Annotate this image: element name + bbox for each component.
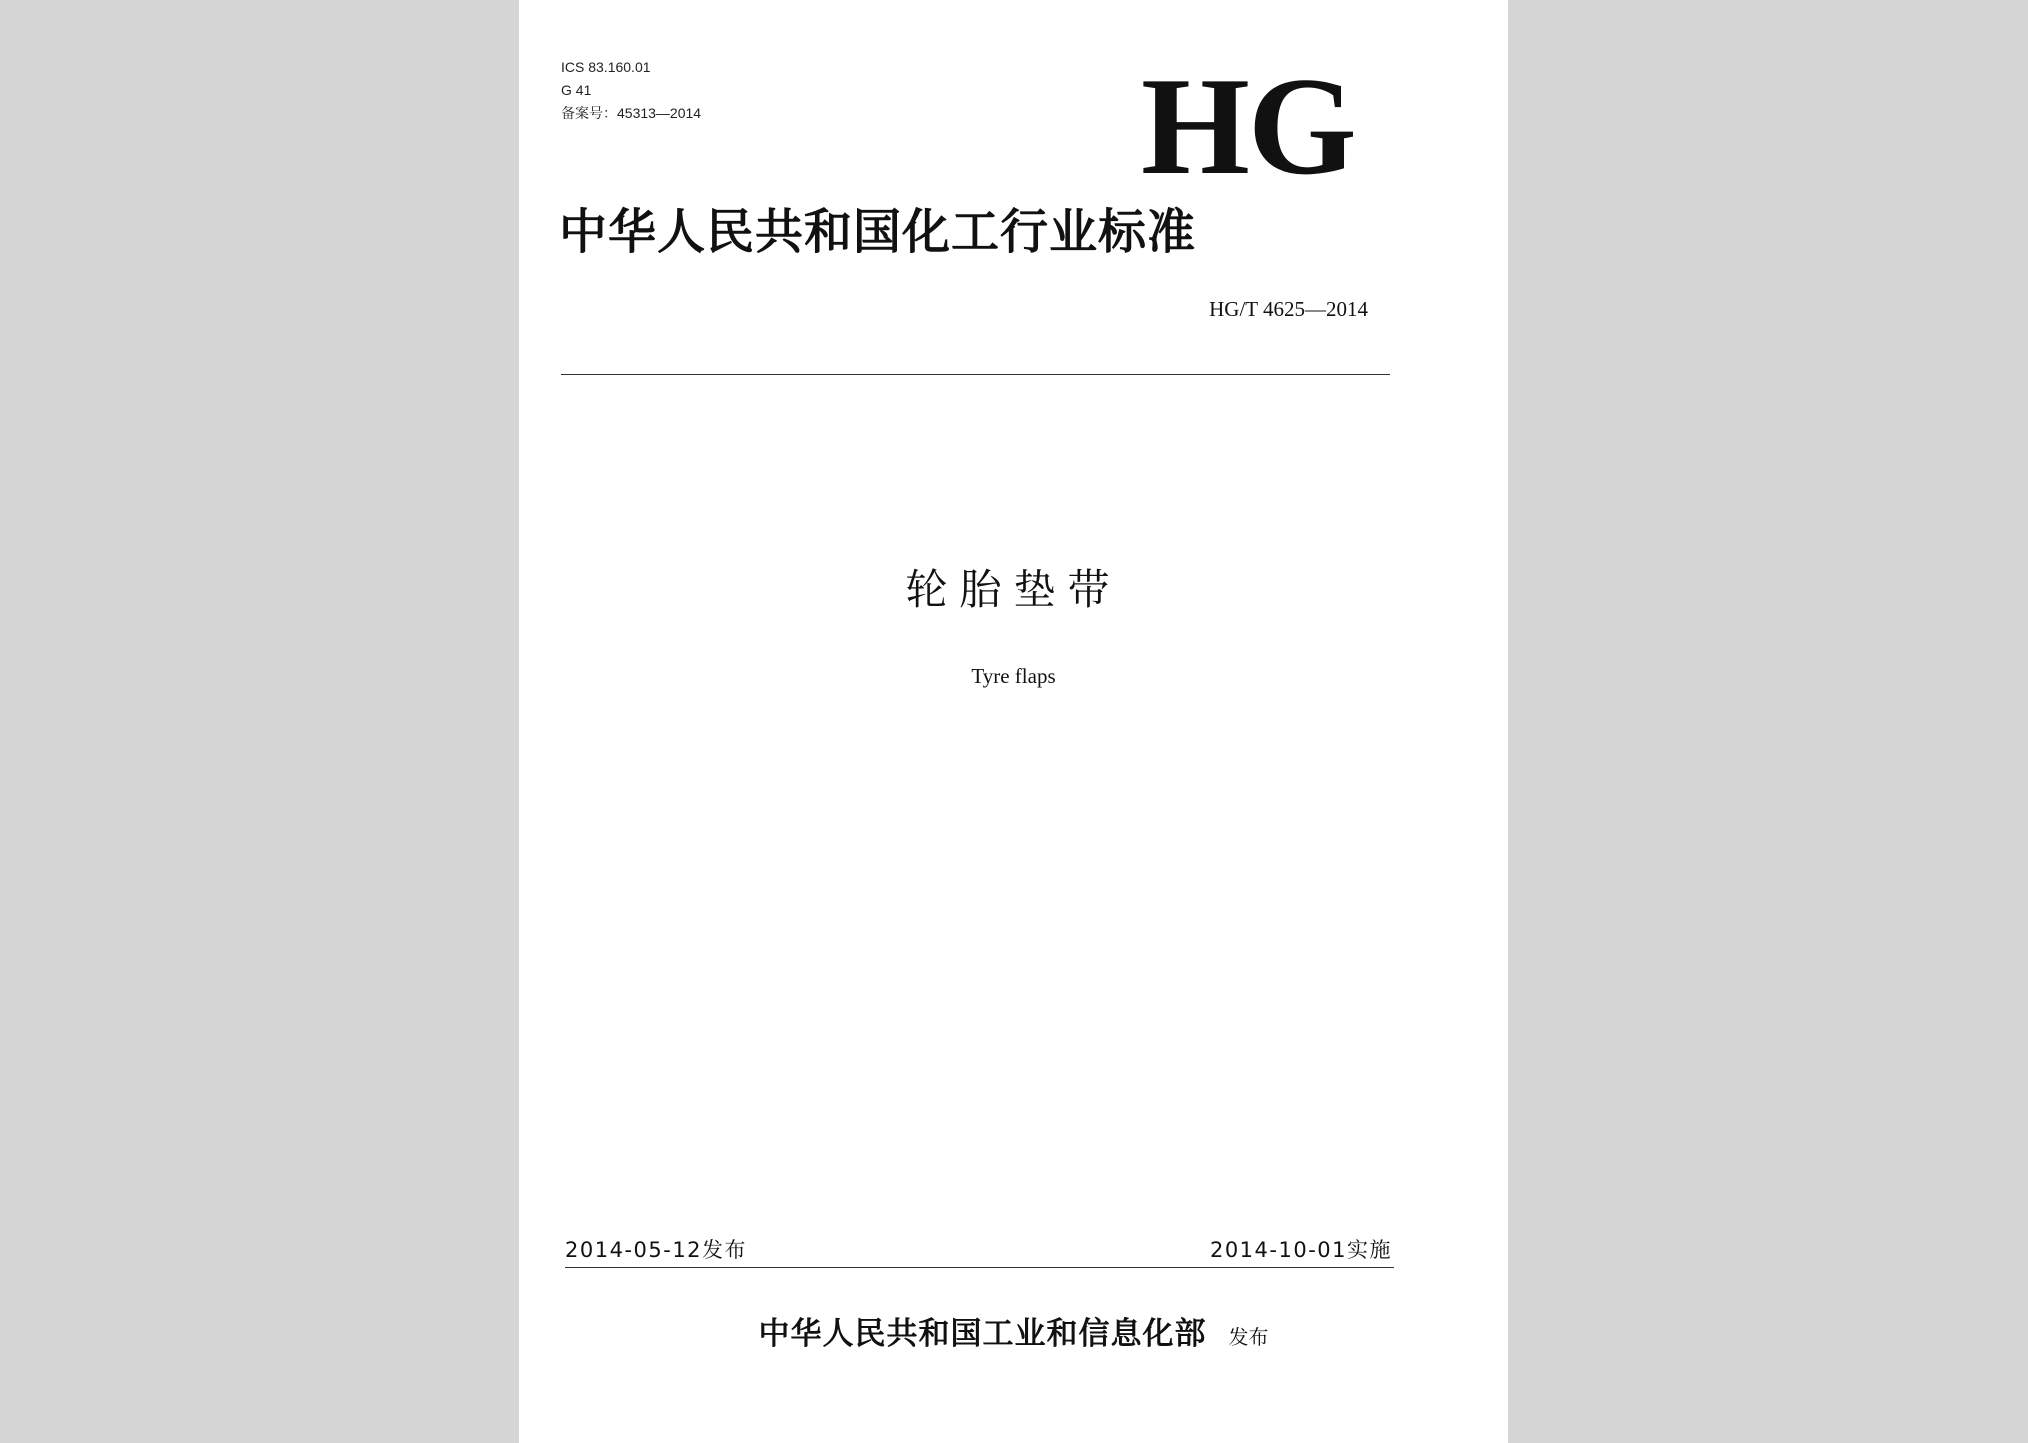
standard-category-title: 中华人民共和国化工行业标准 [559, 204, 1197, 260]
hg-logo: HG [1141, 49, 1355, 204]
classification-block [561, 56, 701, 125]
document-title-cn: 轮胎垫带 [905, 565, 1122, 614]
top-divider [561, 374, 1390, 375]
record-number: 备案号：45313—2014 [561, 105, 702, 121]
bottom-divider [565, 1267, 1394, 1268]
ics-code: ICS 83.160.01 [561, 59, 651, 75]
issuer-name: 中华人民共和国工业和信息化部 [758, 1316, 1207, 1352]
issuer-line [519, 1312, 1508, 1359]
document-title-en: Tyre flaps [971, 664, 1056, 688]
implementation-date: 2014-10-01实施 [1209, 1238, 1392, 1262]
ccs-code: G 41 [561, 82, 592, 98]
issuer-action: 发布 [1228, 1325, 1269, 1349]
issue-date: 2014-05-12发布 [565, 1238, 748, 1262]
document-page [519, 0, 1508, 1443]
standard-number: HG/T 4625—2014 [1209, 297, 1368, 321]
